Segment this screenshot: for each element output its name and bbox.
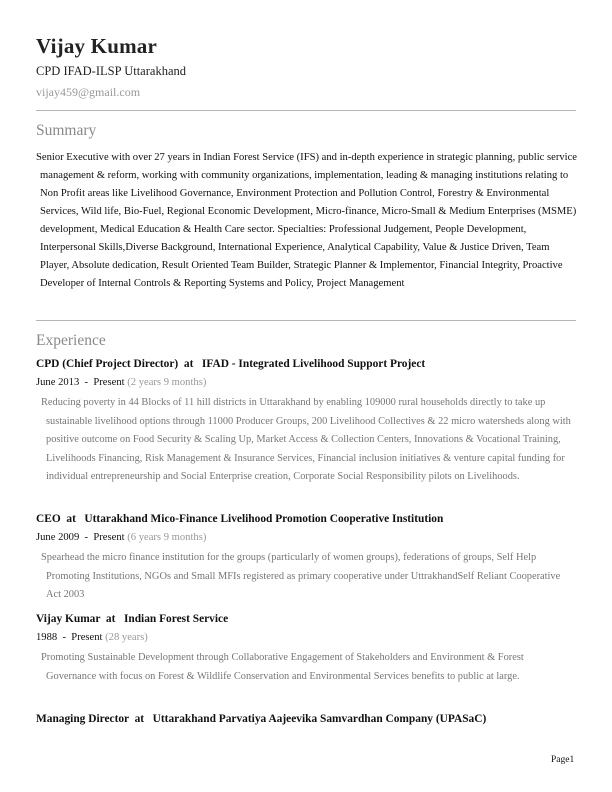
job-title: Managing Director at Uttarakhand Parvatiya Aajeevika Samvardhan Company (UPASaC)	[36, 713, 487, 725]
job-entry	[36, 511, 576, 605]
job-entry	[36, 356, 576, 487]
job-entry	[36, 711, 576, 727]
job-title: Vijay Kumar at Indian Forest Service	[36, 613, 229, 625]
candidate-headline: CPD IFAD-ILSP Uttarakhand	[36, 64, 186, 78]
job-entry	[36, 611, 576, 686]
experience-heading: Experience	[36, 332, 106, 349]
job-dates	[36, 630, 576, 646]
summary-text: Senior Executive with over 27 years in Indian Forest Service (IFS) and in-depth experience in strategic planning, public service management & reform, working with community organizations, implementation, leading & managing institutions relating to Non Profit areas like Livelihood Governance, Environment Protection and Pollution Control, Forestry & Environmental Services, Wild life, Bio-Fuel, Regional Economic Development, Micro-finance, Micro-Small & Medium Enterprises (MSME) development, Medical Education & Health Care sector. Specialties: Professional Judgement, People Development, Interpersonal Skills,Diverse Background, International Experience, Analytical Capability, Value & Justice Driven, Team Player, Absolute dedication, Result Oriented Team Builder, Strategic Planner & Implementor, Financial Integrity, Proactive Developer of Internal Controls & Reporting Systems and Policy, Project Management	[36, 152, 578, 289]
candidate-name: Vijay Kumar	[36, 34, 157, 58]
job-date-range: 1988 - Present	[36, 632, 106, 643]
summary-heading: Summary	[36, 122, 97, 139]
job-duration: (6 years 9 months)	[127, 532, 207, 543]
job-title: CPD (Chief Project Director) at IFAD - Integrated Livelihood Support Project	[36, 358, 426, 370]
job-dates	[36, 375, 576, 391]
candidate-email: vijay459@gmail.com	[36, 85, 141, 99]
job-dates	[36, 530, 576, 546]
summary-divider	[36, 320, 576, 321]
header-divider	[36, 110, 576, 111]
job-date-range: June 2013 - Present	[36, 377, 128, 388]
job-duration: (28 years)	[105, 632, 148, 643]
page-number: Page1	[551, 755, 575, 765]
job-description: Promoting Sustainable Development through Collaborative Engagement of Stakeholders and Environment & Forest Governance with focus on Forest & Wildlife Conservation and Environmental Services benefits to public at large.	[41, 652, 524, 682]
job-description: Spearhead the micro finance institution for the groups (particularly of women groups), federations of groups, Self Help Promoting Institutions, NGOs and Small MFIs registered as primary cooperative under UttrakhandSelf Reliant Cooperative Act 2003	[41, 552, 561, 601]
job-duration: (2 years 9 months)	[127, 377, 207, 388]
job-description: Reducing poverty in 44 Blocks of 11 hill districts in Uttarakhand by enabling 109000 rural households directly to take up sustainable livelihood options through 11000 Producer Groups, 200 Livelihood Collectives & 22 micro watersheds along with positive outcome on Food Security & Scaling Up, Market Access & Collection Centers, Innovations & Vocational Training, Livelihoods Financing, Risk Management & Insurance Services, Financial inclusion initiatives & venture capital funding for individual entrepreneurship and Social Enterprise creation, Corporate Social Responsibility pilots on Livelihoods.	[41, 397, 571, 483]
job-date-range: June 2009 - Present	[36, 532, 128, 543]
job-title: CEO at Uttarakhand Mico-Finance Livelihood Promotion Cooperative Institution	[36, 513, 444, 525]
